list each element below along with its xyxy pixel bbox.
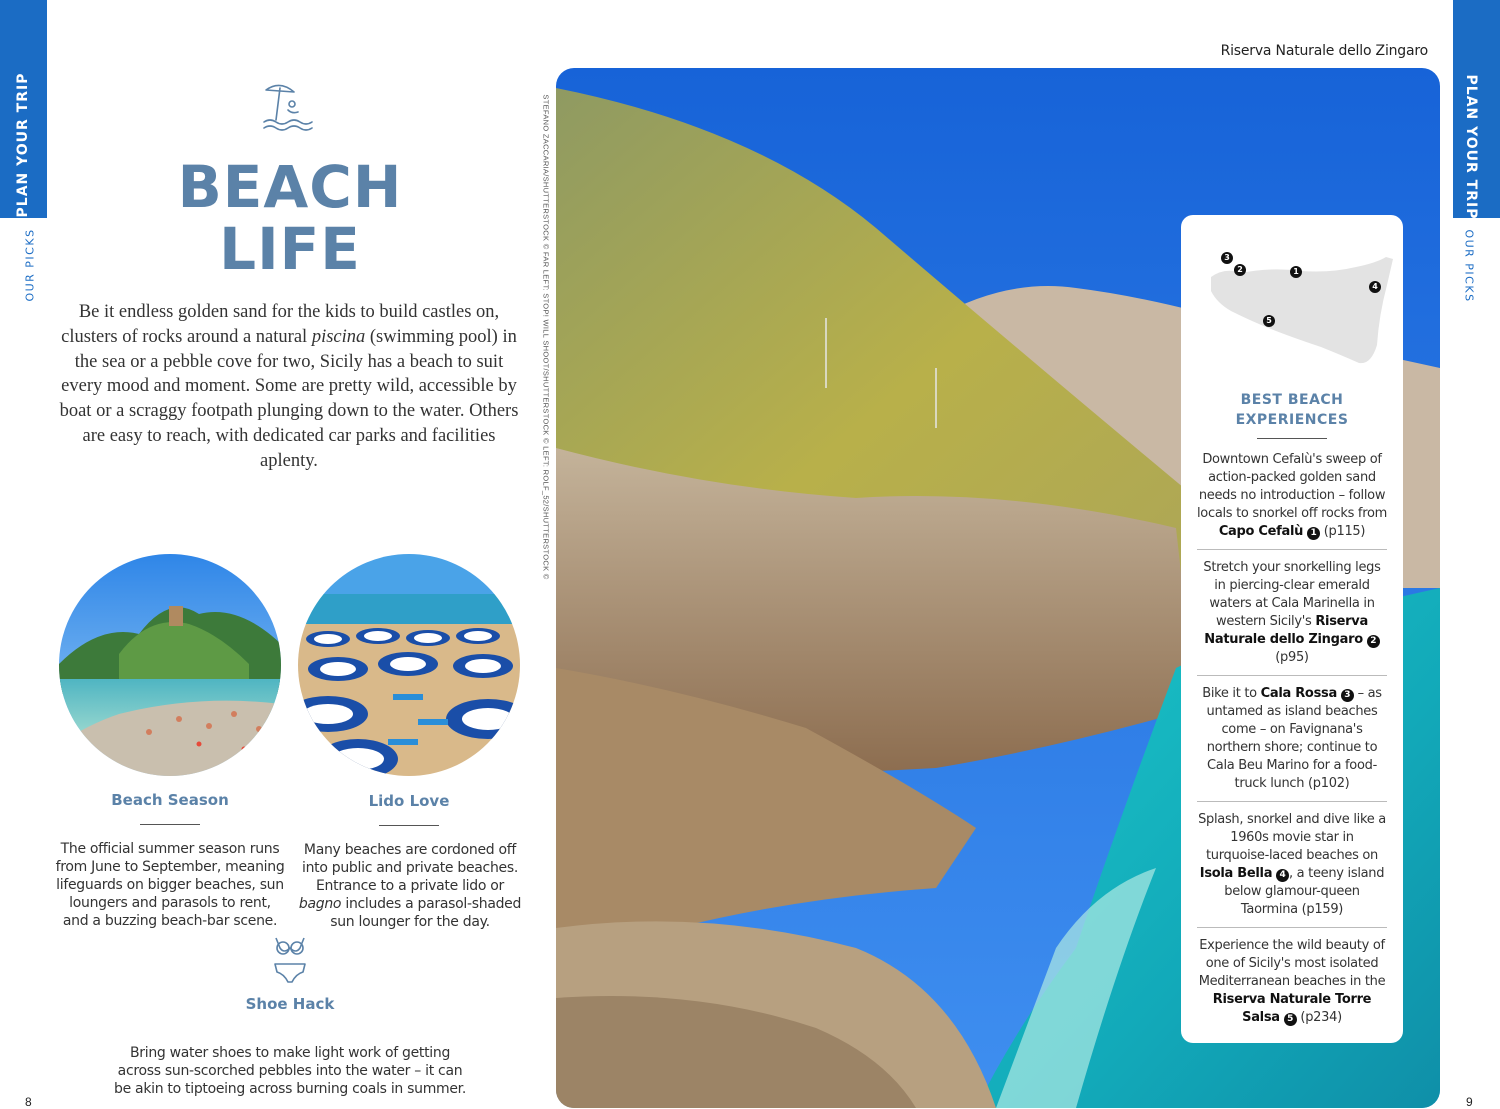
number-badge: 3	[1341, 689, 1354, 702]
swimsuit-icon	[270, 934, 310, 986]
feature-body-beach-season: The official summer season runs from June to September, meaning lifeguards on bigger beaches, sun loungers and parasols to rent, and a buzzing beach-bar scene.	[55, 841, 285, 929]
map-marker-1: 1	[1290, 266, 1302, 278]
feature-divider	[379, 825, 439, 826]
best-beach-experiences-panel	[1181, 215, 1403, 1043]
map-marker-5: 5	[1263, 315, 1275, 327]
feature-divider	[140, 824, 200, 825]
number-badge: 1	[1307, 527, 1320, 540]
item-separator	[1197, 801, 1387, 802]
panel-divider	[1257, 438, 1327, 439]
subsection-label-right: OUR PICKS	[1462, 229, 1476, 303]
photo-credit: STEFANO ZACCARIA/SHUTTERSTOCK © FAR LEFT: STOP! WILL SHOOT/SHUTTERSTOCK © LEFT: ROLF_52/SHUTTERSTOCK ©	[541, 94, 551, 580]
number-badge: 5	[1284, 1013, 1297, 1026]
sicily-map	[1181, 215, 1403, 385]
feature-title-beach-season: Beach Season	[111, 791, 229, 809]
feature-title-lido-love: Lido Love	[368, 792, 450, 810]
item-separator	[1197, 675, 1387, 676]
page-number-left: 8	[25, 1095, 32, 1109]
beach-season-photo	[59, 554, 281, 776]
panel-title-line-2: EXPERIENCES	[1235, 412, 1349, 428]
number-badge: 2	[1367, 635, 1380, 648]
shoe-hack-title: Shoe Hack	[245, 995, 335, 1013]
page-title-line-2: LIFE	[219, 215, 361, 283]
map-marker-4: 4	[1369, 281, 1381, 293]
map-marker-3: 3	[1221, 252, 1233, 264]
experience-item: Stretch your snorkelling legs in piercing-clear emerald waters at Cala Marinella in western Sicily's Riserva Naturale dello Zingaro 2 (p95)	[1203, 560, 1381, 665]
intro-paragraph: Be it endless golden sand for the kids to build castles on, clusters of rocks around a natural piscina (swimming pool) in the sea or a pebble cove for two, Sicily has a beach to suit every mood and moment. Some are pretty wild, accessible by boat or a scraggy footpath plunging down to the water. Others are easy to reach, with dedicated car parks and facilities aplenty.	[59, 302, 519, 471]
section-tab-label-left: PLAN YOUR TRIP	[15, 72, 31, 218]
experience-item: Bike it to Cala Rossa 3 – as untamed as island beaches come – on Favignana's northern shore; continue to Cala Beu Marino for a food-truck lunch (p102)	[1202, 686, 1382, 791]
panel-title-line-1: BEST BEACH	[1240, 392, 1344, 408]
experience-item: Downtown Cefalù's sweep of action-packed golden sand needs no introduction – follow locals to snorkel off rocks from Capo Cefalù 1 (p115)	[1197, 452, 1387, 539]
experience-item: Experience the wild beauty of one of Sicily's most isolated Mediterranean beaches in the Riserva Naturale Torre Salsa 5 (p234)	[1198, 938, 1386, 1025]
beach-umbrella-swimmer-icon	[262, 82, 314, 132]
lido-love-photo	[298, 554, 520, 776]
experience-item: Splash, snorkel and dive like a 1960s movie star in turquoise-laced beaches on Isola Bella 4 , a teeny island below glamour-queen Taormina (p159)	[1198, 812, 1386, 917]
page-title-line-1: BEACH	[177, 153, 403, 221]
number-badge: 4	[1276, 869, 1289, 882]
feature-body-lido-love: Many beaches are cordoned off into public and private beaches. Entrance to a private lido or bagno includes a parasol-shaded sun lounger for the day.	[298, 842, 522, 930]
subsection-label-left: OUR PICKS	[23, 228, 37, 302]
shoe-hack-body: Bring water shoes to make light work of getting across sun-scorched pebbles into the water – it can be akin to tiptoeing across burning coals in summer.	[113, 1045, 467, 1097]
page-number-right: 9	[1466, 1095, 1473, 1109]
map-marker-2: 2	[1234, 264, 1246, 276]
item-separator	[1197, 549, 1387, 550]
section-tab-label-right: PLAN YOUR TRIP	[1463, 74, 1479, 220]
photo-caption: Riserva Naturale dello Zingaro	[1220, 43, 1428, 59]
item-separator	[1197, 927, 1387, 928]
